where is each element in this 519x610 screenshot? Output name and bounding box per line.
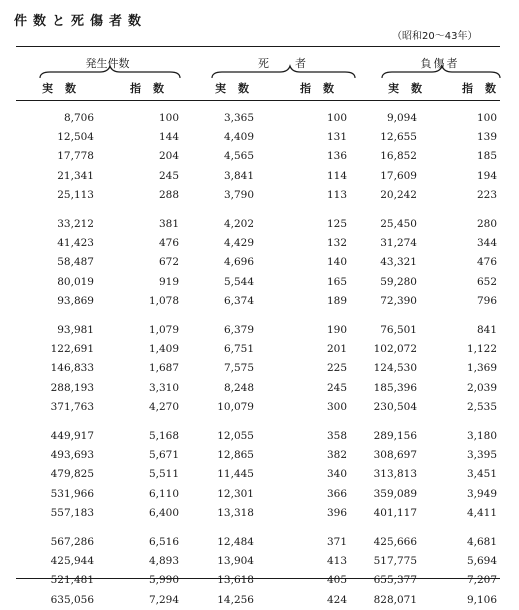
table-cell: 17,609 [380,169,417,182]
table-cell: 25,450 [380,218,417,230]
table-cell: 100 [476,112,497,124]
table-cell: 13,318 [217,506,254,519]
table-cell: 4,429 [223,237,254,250]
table-cell: 13,904 [217,555,254,568]
table-cell: 4,681 [466,536,497,548]
table-cell: 114 [326,169,347,182]
table-cell: 80,019 [57,275,94,288]
table-cell: 919 [158,275,179,288]
table-cell: 3,451 [466,468,497,481]
table-row [0,449,519,465]
table-row [0,536,519,552]
table-cell: 12,055 [217,430,254,442]
table-cell: 223 [476,188,497,201]
table-cell: 245 [326,381,347,394]
table-cell: 33,212 [57,218,94,230]
col-injured-actual: 実数 [388,82,434,95]
table-cell: 93,869 [57,294,94,307]
table-cell: 7,575 [223,362,254,375]
table-row [0,401,519,417]
table-cell: 1,079 [148,324,179,336]
table-cell: 424 [326,593,347,606]
table-cell: 5,694 [466,555,497,568]
table-row [0,594,519,610]
table-cell: 17,778 [57,150,94,163]
table-cell: 371 [326,536,347,548]
table-cell: 93,981 [57,324,94,336]
table-cell: 4,565 [223,150,254,163]
table-cell: 3,395 [466,449,497,462]
table-cell: 1,409 [148,343,179,356]
table-cell: 125 [326,218,347,230]
table-cell: 476 [476,256,497,269]
table-row [0,276,519,292]
table-row [0,430,519,446]
table-row [0,112,519,128]
table-cell: 5,544 [223,275,254,288]
table-cell: 225 [326,362,347,375]
table-title: 件数と死傷者数 [14,14,148,29]
table-cell: 3,365 [223,112,254,124]
table-cell: 131 [326,131,347,144]
table-cell: 10,079 [217,400,254,413]
table-cell: 557,183 [50,506,94,519]
table-cell: 2,535 [466,400,497,413]
table-cell: 58,487 [57,256,94,269]
table-cell: 308,697 [373,449,417,462]
table-cell: 493,693 [50,449,94,462]
table-cell: 1,369 [466,362,497,375]
table-cell: 165 [326,275,347,288]
table-row [0,324,519,340]
table-cell: 3,790 [223,188,254,201]
table-row [0,189,519,205]
table-cell: 4,409 [223,131,254,144]
table-row [0,218,519,234]
table-cell: 4,202 [223,218,254,230]
table-row [0,256,519,272]
header-rule [16,100,500,101]
table-cell: 3,310 [148,381,179,394]
col-deaths-index: 指数 [300,82,346,95]
table-row [0,237,519,253]
top-rule [16,46,500,47]
table-cell: 449,917 [50,430,94,442]
table-cell: 340 [326,468,347,481]
table-cell: 344 [476,237,497,250]
table-cell: 405 [326,574,347,587]
table-row [0,574,519,590]
table-cell: 3,180 [466,430,497,442]
table-cell: 201 [326,343,347,356]
table-cell: 8,248 [223,381,254,394]
table-cell: 12,301 [217,487,254,500]
table-cell: 6,400 [148,506,179,519]
table-cell: 4,696 [223,256,254,269]
table-cell: 4,893 [148,555,179,568]
table-cell: 12,655 [380,131,417,144]
brace-deaths [212,66,355,78]
table-cell: 7,207 [466,574,497,587]
table-cell: 655,377 [373,574,417,587]
table-cell: 8,706 [63,112,94,124]
table-row [0,170,519,186]
table-cell: 132 [326,237,347,250]
table-cell: 5,990 [148,574,179,587]
table-row [0,382,519,398]
table-cell: 479,825 [50,468,94,481]
table-row [0,507,519,523]
bottom-rule [16,578,500,579]
table-cell: 288 [158,188,179,201]
table-cell: 76,501 [380,324,417,336]
table-cell: 245 [158,169,179,182]
table-cell: 425,944 [50,555,94,568]
table-cell: 382 [326,449,347,462]
col-deaths-actual: 実数 [215,82,261,95]
table-cell: 1,687 [148,362,179,375]
col-injured-index: 指数 [462,82,508,95]
table-cell: 113 [326,188,347,201]
table-cell: 9,106 [466,593,497,606]
table-cell: 59,280 [380,275,417,288]
table-cell: 6,374 [223,294,254,307]
table-cell: 139 [476,131,497,144]
table-cell: 190 [326,324,347,336]
table-cell: 7,294 [148,593,179,606]
table-cell: 72,390 [380,294,417,307]
table-cell: 11,445 [217,468,254,481]
table-cell: 6,379 [223,324,254,336]
table-cell: 100 [326,112,347,124]
table-cell: 124,530 [373,362,417,375]
table-cell: 100 [158,112,179,124]
table-row [0,131,519,147]
table-cell: 144 [158,131,179,144]
table-cell: 567,286 [50,536,94,548]
brace-injured [382,66,500,78]
brace-accidents [40,66,180,78]
table-cell: 828,071 [373,593,417,606]
table-cell: 14,256 [217,593,254,606]
group-header-injured: 負傷者 [420,57,460,70]
table-cell: 31,274 [380,237,417,250]
table-cell: 796 [476,294,497,307]
table-cell: 12,865 [217,449,254,462]
table-cell: 366 [326,487,347,500]
table-cell: 841 [476,324,497,336]
table-cell: 5,168 [148,430,179,442]
table-cell: 102,072 [373,343,417,356]
table-cell: 371,763 [50,400,94,413]
table-cell: 381 [158,218,179,230]
group-header-deaths: 死者 [258,57,332,70]
table-cell: 122,691 [50,343,94,356]
table-cell: 6,516 [148,536,179,548]
period-note: （昭和20～43年） [392,31,478,42]
table-cell: 4,270 [148,400,179,413]
table-row [0,488,519,504]
table-cell: 41,423 [57,237,94,250]
table-cell: 5,671 [148,449,179,462]
table-cell: 635,056 [50,593,94,606]
table-row [0,295,519,311]
table-cell: 194 [476,169,497,182]
table-cell: 359,089 [373,487,417,500]
table-cell: 1,122 [466,343,497,356]
table-cell: 13,618 [217,574,254,587]
table-cell: 313,813 [373,468,417,481]
table-cell: 146,833 [50,362,94,375]
table-cell: 43,321 [380,256,417,269]
table-cell: 5,511 [148,468,179,481]
table-cell: 300 [326,400,347,413]
table-cell: 476 [158,237,179,250]
table-cell: 3,949 [466,487,497,500]
table-cell: 425,666 [373,536,417,548]
table-cell: 288,193 [50,381,94,394]
table-cell: 672 [158,256,179,269]
table-cell: 189 [326,294,347,307]
table-cell: 289,156 [373,430,417,442]
table-cell: 185,396 [373,381,417,394]
table-row [0,468,519,484]
table-cell: 12,504 [57,131,94,144]
table-cell: 1,078 [148,294,179,307]
table-cell: 517,775 [373,555,417,568]
table-cell: 20,242 [380,188,417,201]
table-cell: 21,341 [57,169,94,182]
table-cell: 401,117 [373,506,417,519]
table-cell: 3,841 [223,169,254,182]
table-cell: 396 [326,506,347,519]
table-cell: 4,411 [466,506,497,519]
table-row [0,555,519,571]
table-cell: 521,481 [50,574,94,587]
table-cell: 531,966 [50,487,94,500]
table-row [0,343,519,359]
table-cell: 413 [326,555,347,568]
table-cell: 2,039 [466,381,497,394]
table-cell: 25,113 [57,188,94,201]
col-accidents-index: 指数 [130,82,176,95]
table-cell: 652 [476,275,497,288]
table-cell: 280 [476,218,497,230]
table-cell: 230,504 [373,400,417,413]
table-row [0,362,519,378]
table-cell: 204 [158,150,179,163]
table-cell: 136 [326,150,347,163]
table-cell: 140 [326,256,347,269]
table-cell: 358 [326,430,347,442]
table-cell: 185 [476,150,497,163]
table-cell: 12,484 [217,536,254,548]
table-cell: 6,751 [223,343,254,356]
table-row [0,150,519,166]
table-cell: 6,110 [148,487,179,500]
group-header-accidents: 発生件数 [85,57,130,70]
table-cell: 16,852 [380,150,417,163]
table-cell: 9,094 [386,112,417,124]
col-accidents-actual: 実数 [42,82,88,95]
